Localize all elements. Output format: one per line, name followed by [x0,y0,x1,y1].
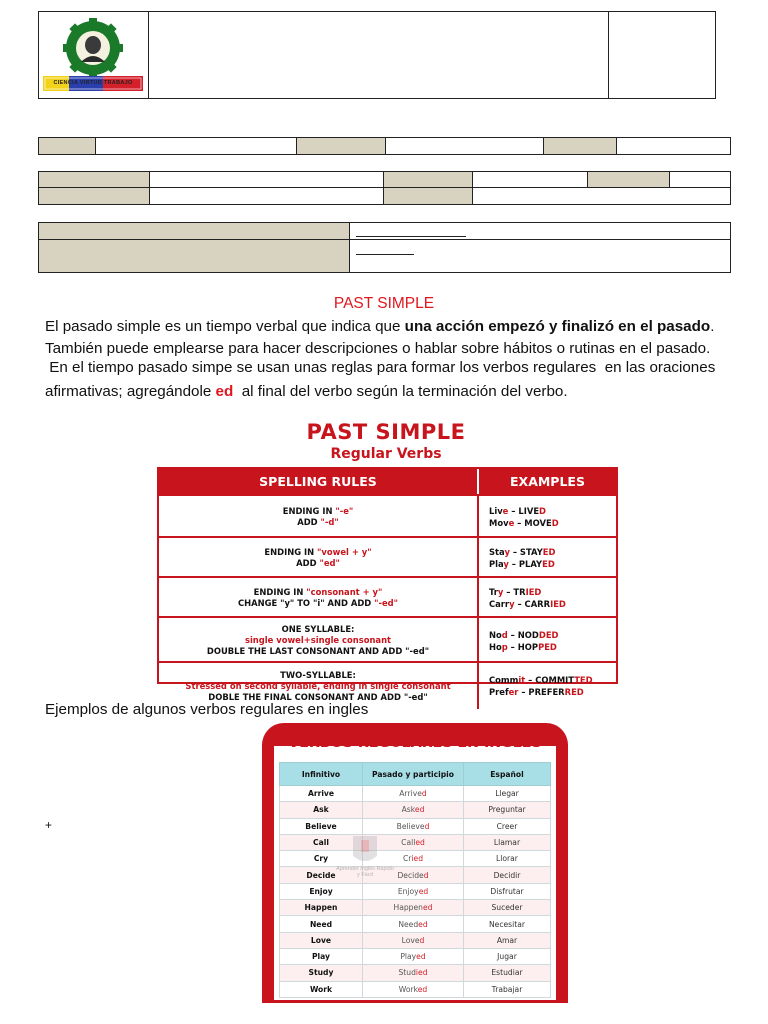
verb-spanish: Suceder [464,900,551,916]
verb-infinitive: Ask [280,802,363,818]
example-line: Stay – STAYED [489,547,556,557]
rule-line: DOUBLE THE LAST CONSONANT AND ADD "-ed" [206,646,430,656]
logo-cell [39,12,149,98]
verb-past: Asked [363,802,464,818]
table-row [280,786,551,802]
example-line: Try – TRIED [489,587,542,597]
verb-spanish: Trabajar [464,981,551,997]
rules-card-title: PAST SIMPLE [306,420,466,444]
paragraph-2: También puede emplearse para hacer descripciones o hablar sobre hábitos o rutinas en el pasado. [45,340,711,357]
verb-past: Cried [363,851,464,867]
rule-examples [489,618,612,663]
paragraph-3: En el tiempo pasado simpe se usan unas reglas para formar los verbos regulares en las oraciones [45,359,716,376]
form-row-1 [38,137,731,155]
example-line: Carry – CARRIED [489,599,566,609]
gear-icon [63,18,123,78]
example-line: Commit – COMMITTED [489,675,593,685]
verb-spanish: Llorar [464,851,551,867]
form-field-cell[interactable] [473,172,588,187]
verb-infinitive: Play [280,948,363,964]
rule-row [159,494,616,538]
verb-past: Worked [363,981,464,997]
verb-infinitive: Believe [280,818,363,834]
verb-past: Called [363,834,464,850]
rule-line: ENDING IN "-e" [282,506,354,516]
verb-infinitive: Arrive [280,786,363,802]
rule-row [159,616,616,663]
form-field-cell[interactable] [386,138,544,154]
table-row [280,883,551,899]
paragraph-1: El pasado simple es un tiempo verbal que indica que una acción empezó y finalizó en el pasado. [45,318,715,335]
col-pasado: Pasado y participio [363,763,464,786]
verb-infinitive: Decide [280,867,363,883]
table-row [280,965,551,981]
rule-row [159,536,616,578]
signature-line [356,254,414,255]
verb-spanish: Estudiar [464,965,551,981]
table-row [280,900,551,916]
example-line: Live – LIVED [489,506,546,516]
verb-past: Enjoyed [363,883,464,899]
verb-past: Arrived [363,786,464,802]
form-field-cell[interactable] [350,240,730,272]
form-field-cell[interactable] [617,138,730,154]
form-label-cell [297,138,386,154]
paragraph-4: afirmativas; agregándole ed al final del verbo según la terminación del verbo. [45,383,568,400]
form-label-cell [384,188,473,204]
examples-caption: Ejemplos de algunos verbos regulares en ingles [45,701,369,718]
rule-text [159,538,479,578]
verb-infinitive: Call [280,834,363,850]
verb-past: Studied [363,965,464,981]
verb-past: Believed [363,818,464,834]
ed-suffix: ed [215,383,234,400]
rule-examples [489,496,612,538]
form-row-4 [38,222,731,240]
table-row [280,834,551,850]
verb-infinitive: Need [280,916,363,932]
verb-spanish: Amar [464,932,551,948]
verbs-card-title: VERBOS REGULARES EN INGLÉS [288,735,542,751]
verb-infinitive: Enjoy [280,883,363,899]
verb-spanish: Creer [464,818,551,834]
form-label-cell [39,223,350,239]
rule-text [159,618,479,663]
plus-sign: + [45,818,53,832]
form-label-cell [39,240,350,272]
header-table [38,11,716,99]
rule-text [159,578,479,618]
table-row [280,802,551,818]
signature-line [356,236,466,237]
rule-line: ADD "-d" [297,517,339,527]
rules-header: SPELLING RULES [159,469,479,494]
verb-spanish: Decidir [464,867,551,883]
form-field-cell[interactable] [350,223,730,239]
verb-spanish: Llamar [464,834,551,850]
watermark-text: Aprender Inglés Rápido y Fácil [336,866,394,878]
verb-infinitive: Love [280,932,363,948]
verb-spanish: Jugar [464,948,551,964]
form-field-cell[interactable] [150,188,384,204]
examples-header: EXAMPLES [479,469,616,494]
verb-infinitive: Cry [280,851,363,867]
rule-line: DOBLE THE FINAL CONSONANT AND ADD "-ed" [208,691,428,702]
logo-motto: CIENCIA VIRTUD TRABAJO [53,80,133,86]
form-row-3 [38,187,731,205]
table-row [280,851,551,867]
verb-infinitive: Study [280,965,363,981]
verb-spanish: Llegar [464,786,551,802]
rule-examples [489,578,612,618]
rule-line: ONE SYLLABLE: [281,624,355,634]
table-row [280,916,551,932]
verb-past: Decided [363,867,464,883]
example-line: Move – MOVED [489,518,559,528]
verb-infinitive: Work [280,981,363,997]
rule-line: ADD "ed" [296,558,340,568]
form-field-cell[interactable] [670,172,730,187]
rule-line: CHANGE "y" TO "i" AND ADD "-ed" [237,598,399,608]
form-row-2 [38,171,731,188]
rule-line: Stressed on second syllable, ending in single consonant [185,680,451,691]
rule-line: ENDING IN "consonant + y" [253,587,383,597]
table-row [280,981,551,997]
col-espanol: Español [464,763,551,786]
verb-spanish: Preguntar [464,802,551,818]
form-field-cell[interactable] [150,172,384,187]
rule-line: single vowel+single consonant [244,635,392,645]
verb-past: Played [363,948,464,964]
form-label-cell [39,172,150,187]
form-field-cell[interactable] [96,138,297,154]
example-line: Nod – NODDED [489,629,559,640]
table-row [280,867,551,883]
form-label-cell [39,138,96,154]
verb-spanish: Disfrutar [464,883,551,899]
form-label-cell [384,172,473,187]
rule-text [159,496,479,538]
col-infinitivo: Infinitivo [280,763,363,786]
spelling-rules-table [157,467,618,702]
form-label-cell [588,172,670,187]
emphasis-text: una acción empezó y finalizó en el pasado [404,318,711,335]
verb-past: Happened [363,900,464,916]
section-title: PAST SIMPLE [333,295,435,312]
header-right-cell [608,12,715,98]
verbs-table [279,762,551,998]
watermark-crest-icon [345,830,385,888]
verb-past: Needed [363,916,464,932]
example-line: Prefer – PREFERRED [489,687,584,697]
rule-line: TWO-SYLLABLE: [280,669,356,680]
table-row [280,948,551,964]
rule-examples [489,538,612,578]
rule-row [159,576,616,618]
rules-card-subtitle: Regular Verbs [330,446,442,462]
rule-line: ENDING IN "vowel + y" [264,547,372,557]
table-row [280,818,551,834]
example-line: Play – PLAYED [489,559,555,569]
table-row [280,932,551,948]
verb-past: Loved [363,932,464,948]
verb-infinitive: Happen [280,900,363,916]
form-label-cell [544,138,617,154]
form-field-cell[interactable] [473,188,730,204]
form-label-cell [39,188,150,204]
form-row-5 [38,239,731,273]
example-line: Hop – HOPPED [489,641,557,652]
verb-spanish: Necesitar [464,916,551,932]
